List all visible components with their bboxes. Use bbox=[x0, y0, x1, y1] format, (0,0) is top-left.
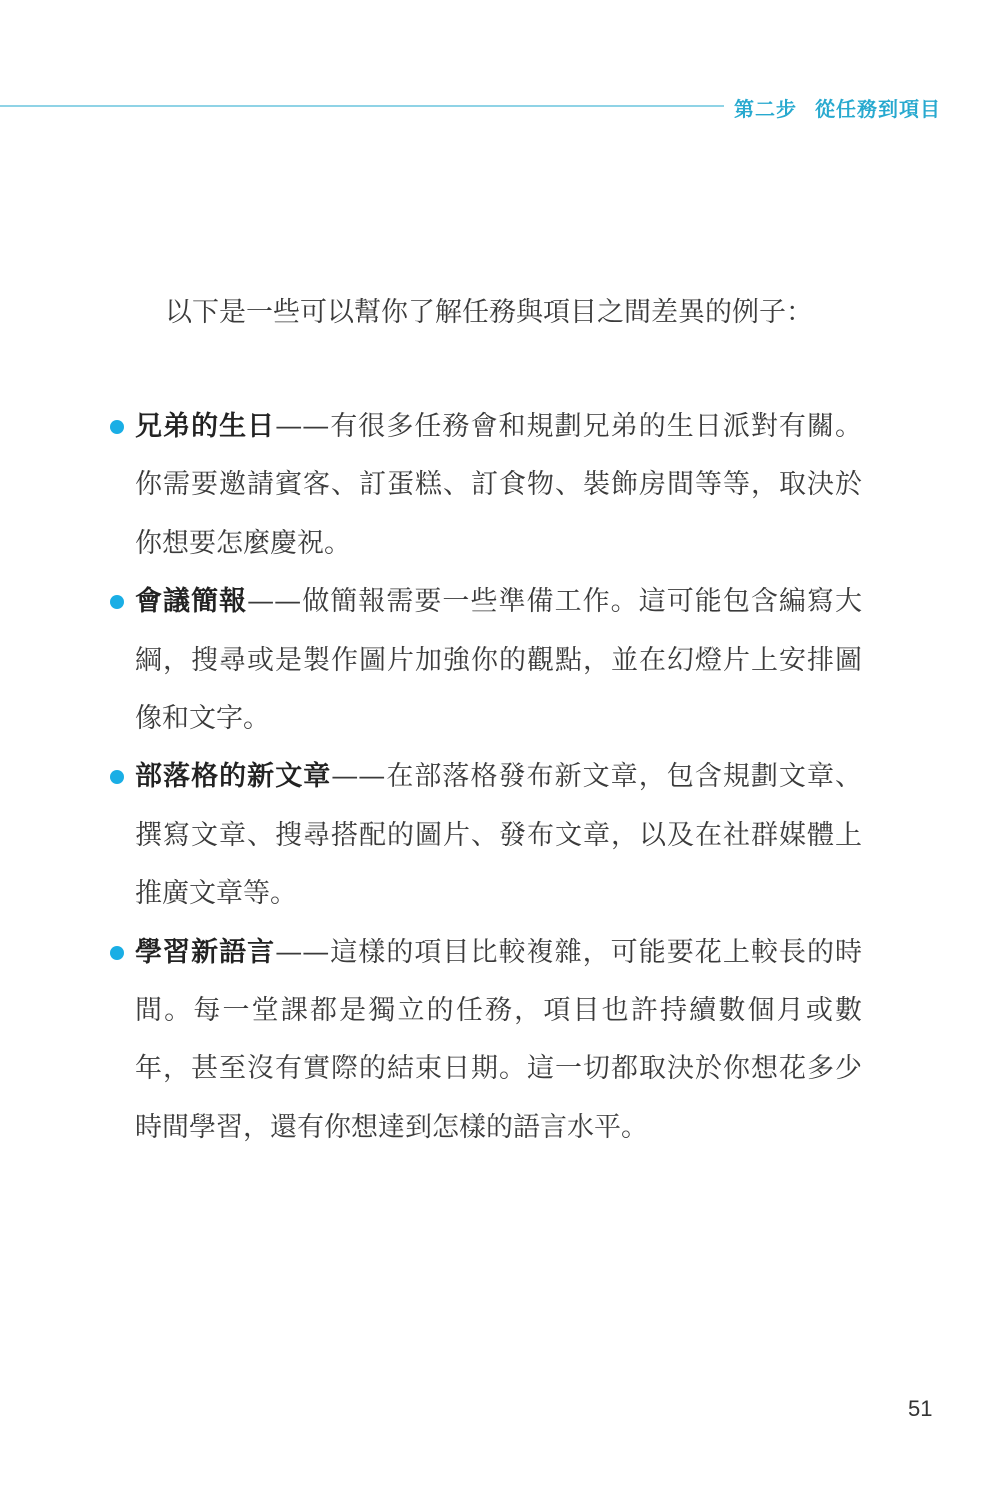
item-text: ——有很多任務會和規劃兄弟的生日派對有關。 bbox=[275, 411, 863, 442]
bullet-icon bbox=[110, 770, 124, 784]
item-term: 兄弟的生日 bbox=[135, 411, 276, 442]
bullet-icon bbox=[110, 946, 124, 960]
item-line: 撰寫文章、搜尋搭配的圖片、發布文章，以及在社群媒體上 bbox=[135, 819, 862, 851]
item-line bbox=[135, 398, 862, 456]
item-line: 年，甚至沒有實際的結束日期。這一切都取決於你想花多少 bbox=[135, 1053, 862, 1085]
chapter-title: 從任務到項目 bbox=[815, 97, 941, 121]
item-line bbox=[135, 924, 862, 982]
item-line: 時間學習，還有你想達到怎樣的語言水平。 bbox=[135, 1111, 648, 1143]
list-item bbox=[135, 748, 862, 923]
item-line: 你需要邀請賓客、訂蛋糕、訂食物、裝飾房間等等，取決於 bbox=[135, 469, 862, 501]
running-header bbox=[734, 93, 941, 122]
list-item bbox=[135, 924, 862, 1158]
item-line: 你想要怎麼慶祝。 bbox=[135, 527, 351, 559]
item-line: 綱，搜尋或是製作圖片加強你的觀點，並在幻燈片上安排圖 bbox=[135, 644, 862, 676]
item-line: 間。每一堂課都是獨立的任務，項目也許持續數個月或數 bbox=[135, 994, 862, 1026]
list-item bbox=[135, 573, 862, 748]
item-term: 學習新語言 bbox=[135, 936, 276, 968]
intro-paragraph: 以下是一些可以幫你了解任務與項目之間差異的例子： bbox=[165, 297, 813, 328]
item-line: 像和文字。 bbox=[135, 702, 270, 734]
item-line: 推廣文章等。 bbox=[135, 878, 297, 910]
page-number: 51 bbox=[908, 1396, 933, 1421]
header-rule bbox=[0, 105, 724, 107]
example-list bbox=[135, 398, 862, 1157]
item-text: ——這樣的項目比較複雜，可能要花上較長的時 bbox=[275, 936, 863, 968]
item-term: 會議簡報 bbox=[135, 586, 248, 618]
item-text: ——在部落格發布新文章，包含規劃文章、 bbox=[331, 761, 863, 793]
chapter-step: 第二步 bbox=[734, 97, 797, 121]
item-line bbox=[135, 748, 862, 806]
bullet-icon bbox=[110, 595, 124, 609]
list-item bbox=[135, 398, 862, 573]
item-term: 部落格的新文章 bbox=[135, 761, 332, 793]
item-line bbox=[135, 573, 862, 631]
item-text: ——做簡報需要一些準備工作。這可能包含編寫大 bbox=[247, 586, 863, 618]
bullet-icon bbox=[110, 420, 124, 434]
